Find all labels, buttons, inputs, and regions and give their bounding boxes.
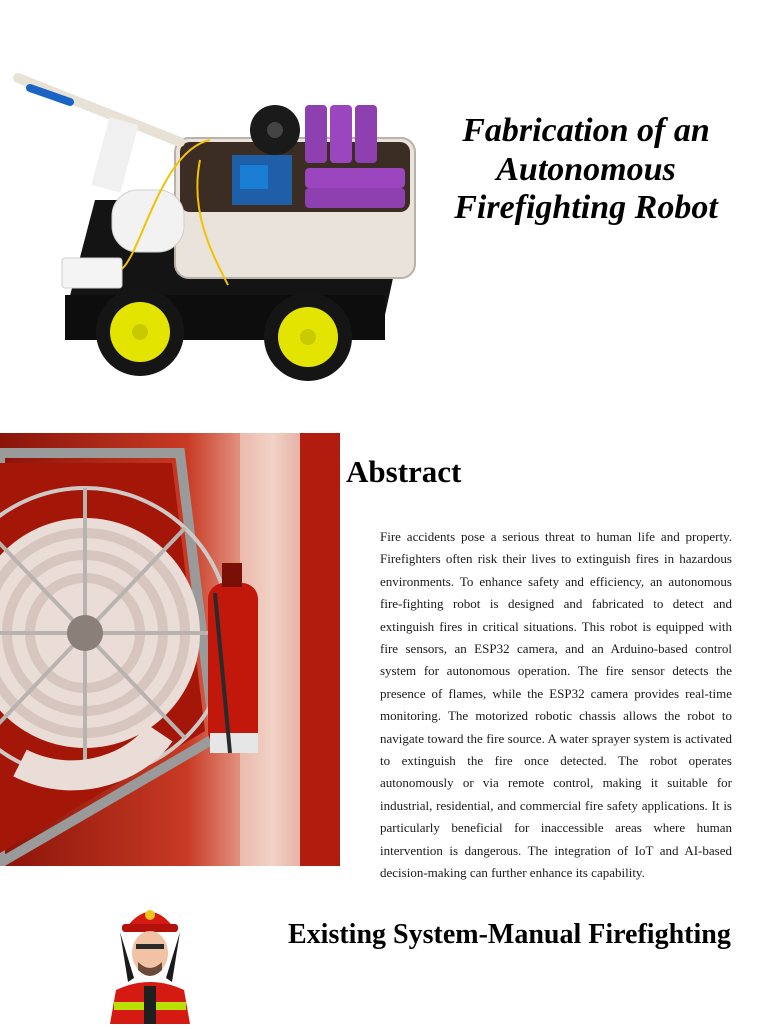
section-heading: Existing System-Manual Firefighting: [288, 919, 731, 950]
fire-hose-reel-photo: [0, 433, 340, 866]
page-title: Fabrication of an Autonomous Firefighting Robot: [454, 112, 718, 226]
firefighter-illustration: [88, 898, 208, 1024]
abstract-text: Fire accidents pose a serious threat to human life and property. Firefighters often risk their lives to extinguish fires in hazardous environments. To enhance safety and efficiency, an autonomous fire-fighting robot is designed and fabricated to detect and extinguish fires in critical situations. This robot is equipped with fire sensors, an ESP32 camera, and an Arduino-based control system for autonomous operation. The fire sensor detects the presence of flames, while the ESP32 camera provides real-time monitoring. The motorized robotic chassis allows the robot to navigate toward the fire source. A water sprayer system is activated to extinguish the fire once detected. The robot operates autonomously or via remote control, making it suitable for industrial, residential, and commercial fire safety applications. It is particularly beneficial for inaccessible areas where human intervention is dangerous. The integration of IoT and AI-based decision-making can further enhance its capability.: [380, 529, 732, 881]
robot-photo: [0, 60, 440, 390]
abstract-heading: Abstract: [346, 454, 462, 489]
